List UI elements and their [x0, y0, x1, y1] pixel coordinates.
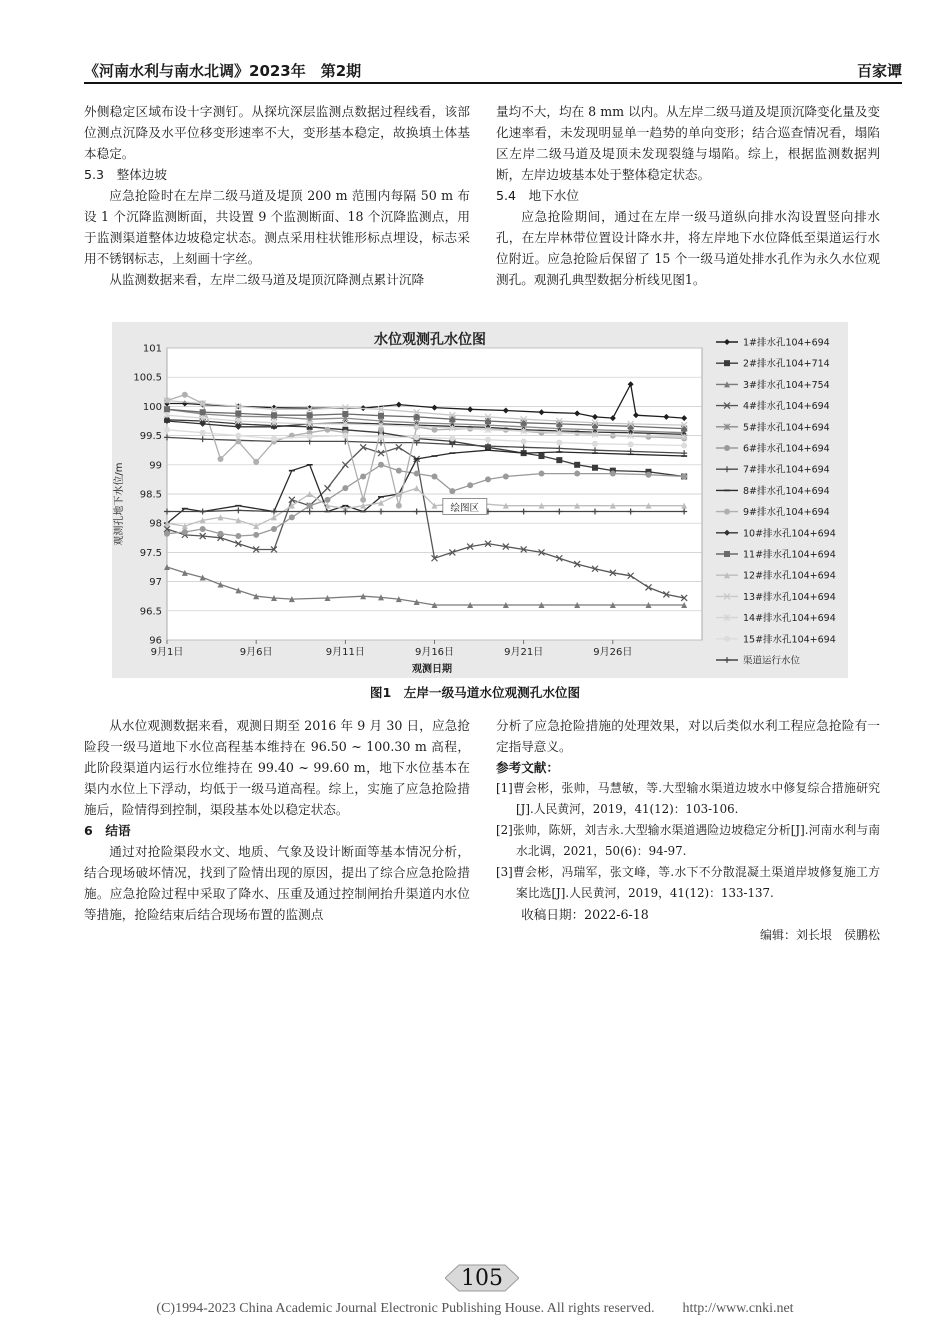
legend-label: 8#排水孔104+694	[743, 485, 830, 497]
legend-label: 7#排水孔104+694	[743, 464, 830, 476]
x-tick-label: 9月1日	[150, 647, 184, 658]
x-tick-label: 9月26日	[593, 647, 633, 658]
data-point	[556, 457, 562, 463]
paragraph: 应急抢险时在左岸二级马道及堤顶 200 m 范围内每隔 50 m 布设 1 个沉降监测断面，共设置 9 个监测断面、18 个沉降监测点，用于监测渠道整体边坡稳定状态。测点采用柱状锥形标点埋设，标志采用不锈钢标志，上刻画十字丝。	[84, 188, 470, 266]
data-point	[200, 409, 206, 415]
y-tick-label: 96	[149, 635, 162, 647]
legend-marker	[724, 636, 730, 642]
right-column-top	[496, 101, 880, 290]
data-point	[396, 468, 402, 474]
references-title: 参考文献：	[496, 760, 559, 775]
x-tick-label: 9月11日	[325, 647, 365, 658]
figure-caption: 图1 左岸一级马道水位观测孔水位图	[369, 685, 581, 700]
legend-label: 2#排水孔104+714	[743, 358, 830, 370]
data-point	[218, 456, 224, 462]
data-point	[200, 430, 206, 436]
paragraph: 外侧稳定区域布设十字测钉。从探坑深层监测点数据过程线看，该部位测点沉降及水平位移变形速率不大，变形基本稳定，故换填土体基本稳定。	[84, 104, 470, 161]
legend-label: 5#排水孔104+694	[743, 422, 830, 434]
right-column-bottom	[496, 715, 880, 946]
paragraph: 分析了应急抢险措施的处理效果，对以后类似水利工程应急抢险有一定指导意义。	[496, 718, 880, 754]
x-tick-label: 9月6日	[239, 647, 273, 658]
data-point	[360, 497, 366, 503]
received-date: 收稿日期：2022-6-18	[521, 907, 649, 922]
data-point	[574, 430, 580, 436]
legend-marker	[724, 360, 730, 366]
y-tick-label: 99	[149, 460, 162, 472]
legend-label: 9#排水孔104+694	[743, 507, 830, 519]
data-point	[628, 441, 634, 447]
data-point	[307, 434, 313, 440]
x-tick-label: 9月21日	[504, 647, 544, 658]
reference-1: [1]曹会彬，张帅，马慧敏，等.大型输水渠道边坡水中修复综合措施研究[J].人民黄河，2019，41(12)：103-106.	[496, 781, 880, 816]
data-point	[610, 471, 616, 477]
data-point	[271, 526, 277, 532]
data-point	[539, 453, 545, 459]
data-point	[360, 473, 366, 479]
paragraph: 量均不大，均在 8 mm 以内。从左岸二级马道及堤顶沉降变化量及变化速率看，未发现明显单一趋势的单向变形；结合巡查情况看，塌陷区左岸二级马道及堤顶未发现裂缝与塌陷。综上，根据监测数据判断，左岸边坡基本处于整体稳定状态。	[496, 104, 880, 182]
legend-label: 10#排水孔104+694	[743, 528, 836, 540]
legend-label: 12#排水孔104+694	[743, 570, 836, 582]
x-axis-label: 观测日期	[412, 664, 452, 675]
data-point	[539, 471, 545, 477]
page-number-badge	[445, 1263, 519, 1293]
legend-label: 6#排水孔104+694	[743, 443, 830, 455]
data-point	[235, 438, 241, 444]
data-point	[235, 533, 241, 539]
legend-label: 渠道运行水位	[743, 655, 801, 667]
legend-label: 14#排水孔104+694	[743, 613, 836, 625]
chart-title: 水位观测孔水位图	[374, 332, 486, 348]
editors: 编辑：刘长垠 侯鹏松	[759, 928, 880, 942]
data-point	[235, 410, 241, 416]
data-point	[556, 440, 562, 446]
paragraph: 从监测数据来看，左岸二级马道及堤顶沉降测点累计沉降	[109, 272, 425, 287]
data-point	[235, 433, 241, 439]
data-point	[325, 497, 331, 503]
y-tick-label: 98	[149, 518, 162, 530]
legend-label: 15#排水孔104+694	[743, 634, 836, 646]
y-tick-label: 96.5	[139, 606, 162, 618]
legend-marker	[724, 551, 730, 557]
paragraph: 从水位观测数据来看，观测日期至 2016 年 9 月 30 日，应急抢险段一级马道地下水位高程基本维持在 96.50 ~ 100.30 m 高程，此阶段渠道内运行水位维持在 99.40 ~ 99.60 m，地下水位基本在渠内水位上下浮动，均低于一级马道高程。综上，实施了应急抢险措施后，险情得到控制，渠段基本处以稳定状态。	[84, 718, 470, 817]
y-axis-label: 观测孔地下水位/m	[114, 462, 125, 546]
y-tick-label: 97	[149, 577, 162, 589]
data-point	[182, 392, 188, 398]
y-tick-label: 97.5	[139, 547, 162, 559]
data-point	[164, 531, 170, 537]
water-level-chart	[112, 322, 848, 678]
journal-title: 《河南水利与南水北调》2023年 第2期	[84, 62, 362, 80]
data-point	[592, 441, 598, 447]
data-point	[646, 434, 652, 440]
left-column-top	[84, 101, 470, 290]
data-point	[646, 472, 652, 478]
y-tick-label: 100.5	[133, 372, 162, 384]
data-point	[449, 488, 455, 494]
data-point	[432, 473, 438, 479]
data-point	[681, 443, 687, 449]
paragraph: 应急抢险期间，通过在左岸一级马道纵向排水沟设置竖向排水孔，在左岸林带位置设计降水井，将左岸地下水位降低至渠道运行水位附近。应急抢险后保留了 15 个一级马道处排水孔作为永久水位观测孔。观测孔典型数据分析线见图1。	[496, 209, 880, 287]
data-point	[271, 436, 277, 442]
legend-label: 3#排水孔104+754	[743, 379, 830, 391]
data-point	[253, 459, 259, 465]
reference-3: [3]曹会彬，冯瑞军，张文峰，等.水下不分散混凝土渠道岸坡修复施工方案比选[J].人民黄河，2019，41(12)：133-137.	[496, 865, 880, 900]
legend-marker	[724, 445, 730, 451]
header-rule	[84, 82, 902, 84]
y-tick-label: 101	[142, 343, 162, 355]
data-point	[253, 532, 259, 538]
paragraph: 通过对抢险渠段水文、地质、气象及设计断面等基本情况分析，结合现场破坏情况，找到了险情出现的原因，提出了综合应急抢险措施。应急抢险过程中采取了降水、压重及通过控制闸抬升渠道内水位等措施，抢险结束后结合现场布置的监测点	[84, 844, 470, 922]
reference-2: [2]张帅，陈妍，刘吉永.大型输水渠道遇险边坡稳定分析[J].河南水利与南水北调，2021，50(6)：94-97.	[496, 823, 880, 858]
data-point	[307, 412, 313, 418]
annotation-label: 绘图区	[450, 502, 480, 514]
left-column-bottom	[84, 715, 470, 925]
section-heading-5-3: 5.3 整体边坡	[84, 167, 167, 182]
data-point	[574, 462, 580, 468]
data-point	[271, 412, 277, 418]
data-point	[485, 437, 491, 443]
page-number: 105	[461, 1266, 503, 1291]
data-point	[342, 433, 348, 439]
data-point	[574, 471, 580, 477]
data-point	[307, 503, 313, 509]
data-point	[164, 427, 170, 433]
data-point	[164, 406, 170, 412]
y-tick-label: 100	[142, 401, 162, 413]
data-point	[378, 434, 384, 440]
x-tick-label: 9月16日	[414, 647, 455, 658]
data-point	[414, 434, 420, 440]
section-heading-5-4: 5.4 地下水位	[496, 188, 579, 203]
section-name: 百家谭	[856, 62, 902, 80]
data-point	[342, 485, 348, 491]
legend-label: 11#排水孔104+694	[743, 549, 836, 561]
data-point	[396, 503, 402, 509]
section-heading-6: 6 结语	[84, 823, 131, 838]
legend-label: 4#排水孔104+694	[743, 401, 830, 413]
legend-marker	[724, 509, 730, 515]
data-point	[449, 436, 455, 442]
data-point	[218, 531, 224, 537]
data-point	[325, 427, 331, 433]
copyright-footer: (C)1994-2023 China Academic Journal Electronic Publishing House. All rights reserved. http://www.cnki.net	[156, 1301, 794, 1316]
data-point	[378, 462, 384, 468]
data-point	[503, 473, 509, 479]
y-tick-label: 99.5	[139, 431, 162, 443]
legend-label: 13#排水孔104+694	[743, 591, 836, 603]
legend-label: 1#排水孔104+694	[743, 337, 830, 349]
data-point	[182, 529, 188, 535]
data-point	[289, 514, 295, 520]
data-point	[521, 438, 527, 444]
page-header	[84, 60, 902, 82]
figure-1	[112, 322, 848, 678]
data-point	[681, 473, 687, 479]
data-point	[592, 465, 598, 471]
plot-area	[133, 344, 702, 659]
data-point	[200, 526, 206, 532]
data-point	[414, 471, 420, 477]
data-point	[378, 413, 384, 419]
y-tick-label: 98.5	[139, 489, 162, 501]
data-point	[467, 482, 473, 488]
data-point	[485, 476, 491, 482]
data-point	[342, 411, 348, 417]
